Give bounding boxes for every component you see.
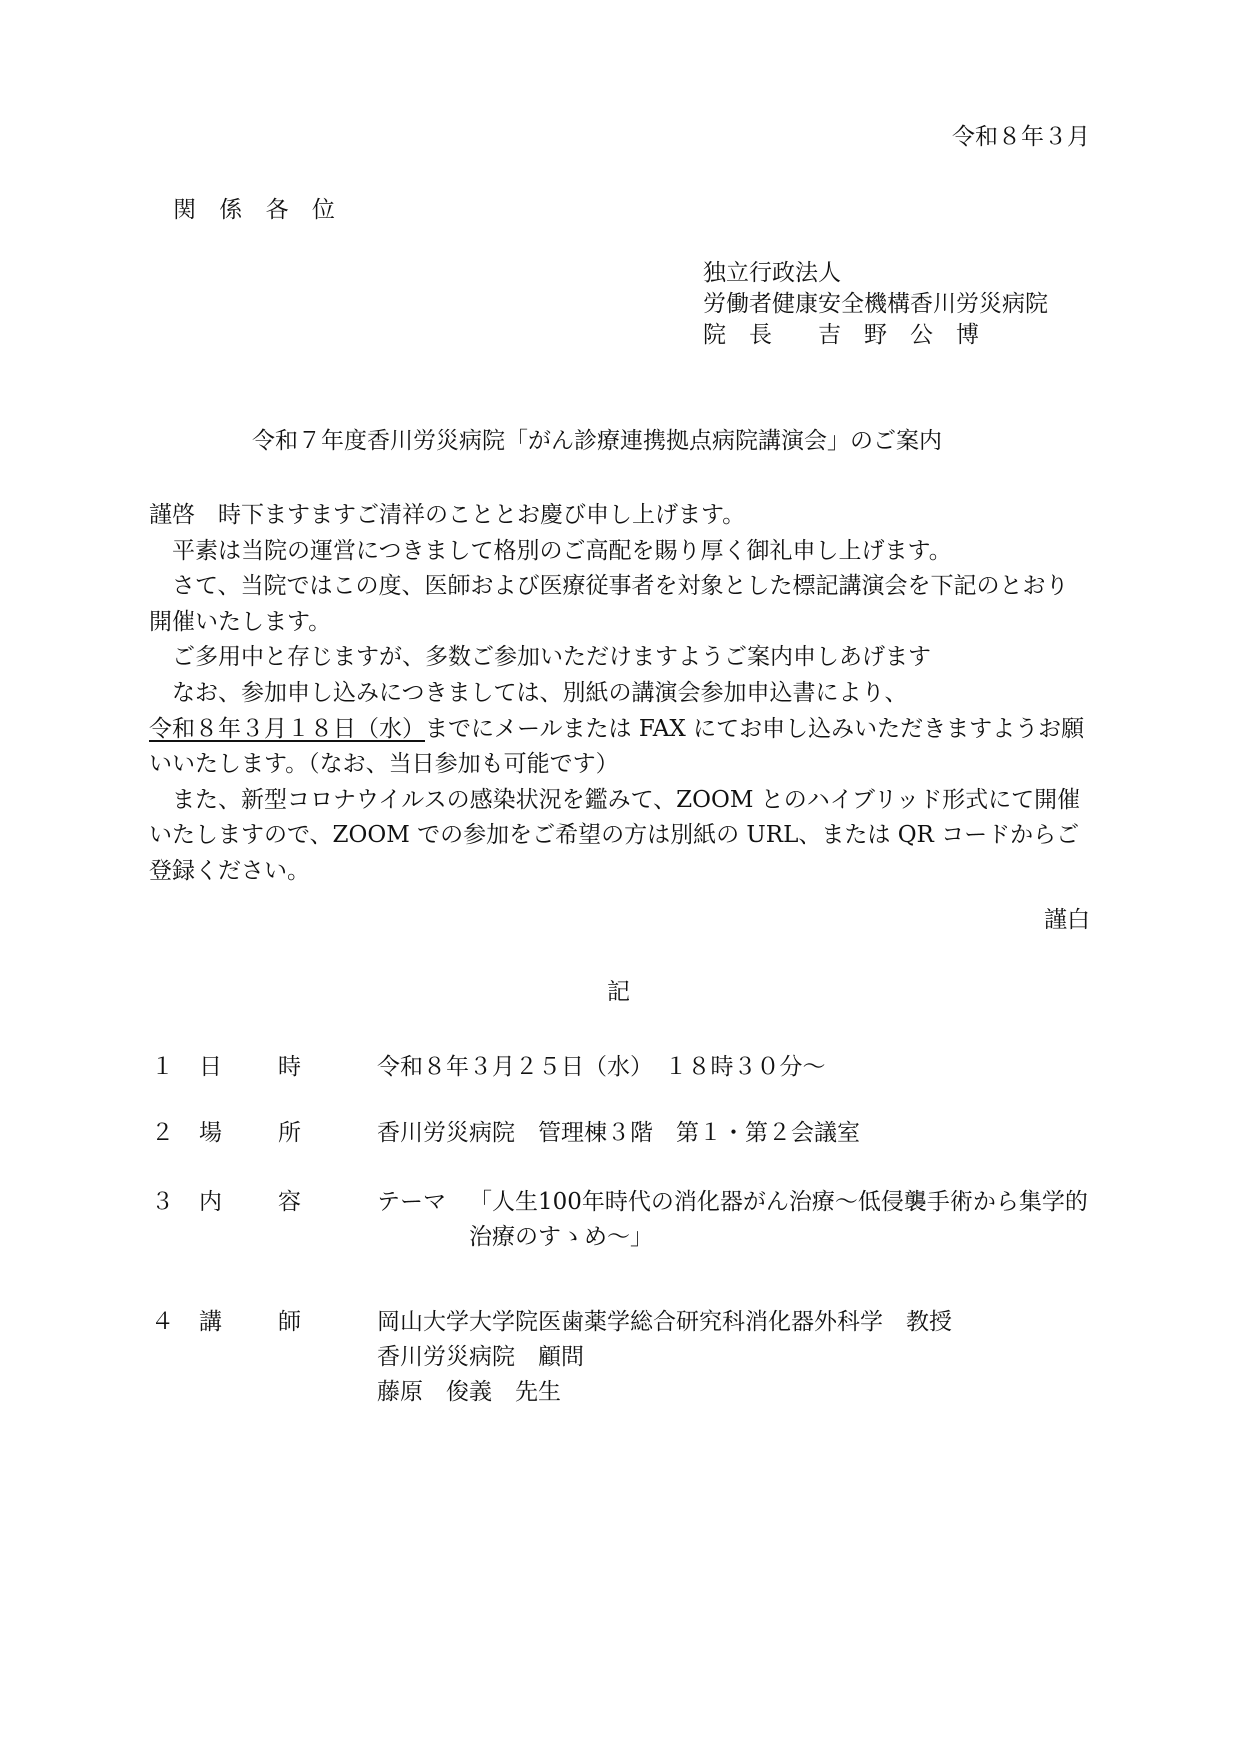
body-paragraph-5-text: また、新型コロナウイルスの感染状況を鑑みて、ZOOM とのハイブリッド形式にて開催いたしますので、ZOOM での参加をご希望の方は別紙の URL、または QR コードからご登録ください。 xyxy=(149,786,1081,884)
sender-director: 院 長 吉 野 公 博 xyxy=(703,322,979,348)
body-paragraph-1-text: 平素は当院の運営につきまして格別のご高配を賜り厚く御礼申し上げます。 xyxy=(172,537,952,564)
theme-label: テーマ xyxy=(377,1189,446,1215)
item-label-char: 容 xyxy=(278,1189,301,1215)
item-label-char: 所 xyxy=(278,1120,301,1146)
greeting: 謹啓 時下ますますご清祥のこととお慶び申し上げます。 xyxy=(149,502,746,528)
sender-org-name: 労働者健康安全機構香川労災病院 xyxy=(703,291,1048,317)
body-paragraph-3 xyxy=(149,640,1089,676)
sender-org-type: 独立行政法人 xyxy=(703,260,841,286)
letter-body xyxy=(149,498,1089,890)
item-value: 香川労災病院 管理棟３階 第１・第２会議室 xyxy=(377,1120,860,1146)
item-label-char: 場 xyxy=(199,1120,222,1146)
item-number: １ xyxy=(151,1054,174,1080)
item-label-char: 日 xyxy=(199,1054,222,1080)
item-label-char: 講 xyxy=(199,1309,222,1335)
body-paragraph-4-intro xyxy=(149,676,1089,712)
body-paragraph-4-text: までにメールまたは FAX にてお申し込みいただきますようお願いいたします。（なお、当日参加も可能です） xyxy=(149,715,1085,778)
body-paragraph-4-intro-text: なお、参加申し込みにつきましては、別紙の講演会参加申込書により、 xyxy=(172,679,908,706)
body-paragraph-3-text: ご多用中と存じますが、多数ご参加いただけますようご案内申しあげます xyxy=(172,644,931,671)
theme-text: 「人生100年時代の消化器がん治療～低侵襲手術から集学的治療のすゝめ～」 xyxy=(469,1189,1088,1250)
item-number: ３ xyxy=(151,1189,174,1215)
item-label xyxy=(199,1050,301,1085)
closing-phrase: 謹白 xyxy=(1044,907,1090,933)
lecturer-position: 香川労災病院 顧問 xyxy=(377,1344,584,1370)
sender-block xyxy=(703,258,1048,351)
document-title: 令和７年度香川労災病院「がん診療連携拠点病院講演会」のご案内 xyxy=(252,428,942,454)
body-paragraph-5 xyxy=(149,783,1089,890)
item-label-char: 内 xyxy=(199,1189,222,1215)
item-label xyxy=(199,1116,301,1151)
item-number: ４ xyxy=(151,1309,174,1335)
item-value xyxy=(377,1305,1097,1410)
deadline-date: 令和８年３月１８日（水） xyxy=(149,715,425,742)
body-paragraph-1 xyxy=(149,534,1089,570)
item-label xyxy=(199,1185,301,1220)
document-date: 令和８年３月 xyxy=(952,124,1090,150)
ki-heading: 記 xyxy=(607,979,630,1005)
body-paragraph-2 xyxy=(149,569,1089,640)
item-value: 令和８年３月２５日（水） １８時３０分～ xyxy=(377,1054,826,1080)
item-label-char: 師 xyxy=(278,1309,301,1335)
item-label xyxy=(199,1305,301,1340)
item-number: ２ xyxy=(151,1120,174,1146)
body-paragraph-4 xyxy=(149,712,1089,783)
addressee: 関 係 各 位 xyxy=(173,197,343,223)
item-label-char: 時 xyxy=(278,1054,301,1080)
body-paragraph-2-text: さて、当院ではこの度、医師および医療従事者を対象とした標記講演会を下記のとおり開催いたします。 xyxy=(149,573,1069,635)
lecturer-name: 藤原 俊義 先生 xyxy=(377,1379,561,1405)
lecturer-affiliation: 岡山大学大学院医歯薬学総合研究科消化器外科学 教授 xyxy=(377,1309,952,1335)
